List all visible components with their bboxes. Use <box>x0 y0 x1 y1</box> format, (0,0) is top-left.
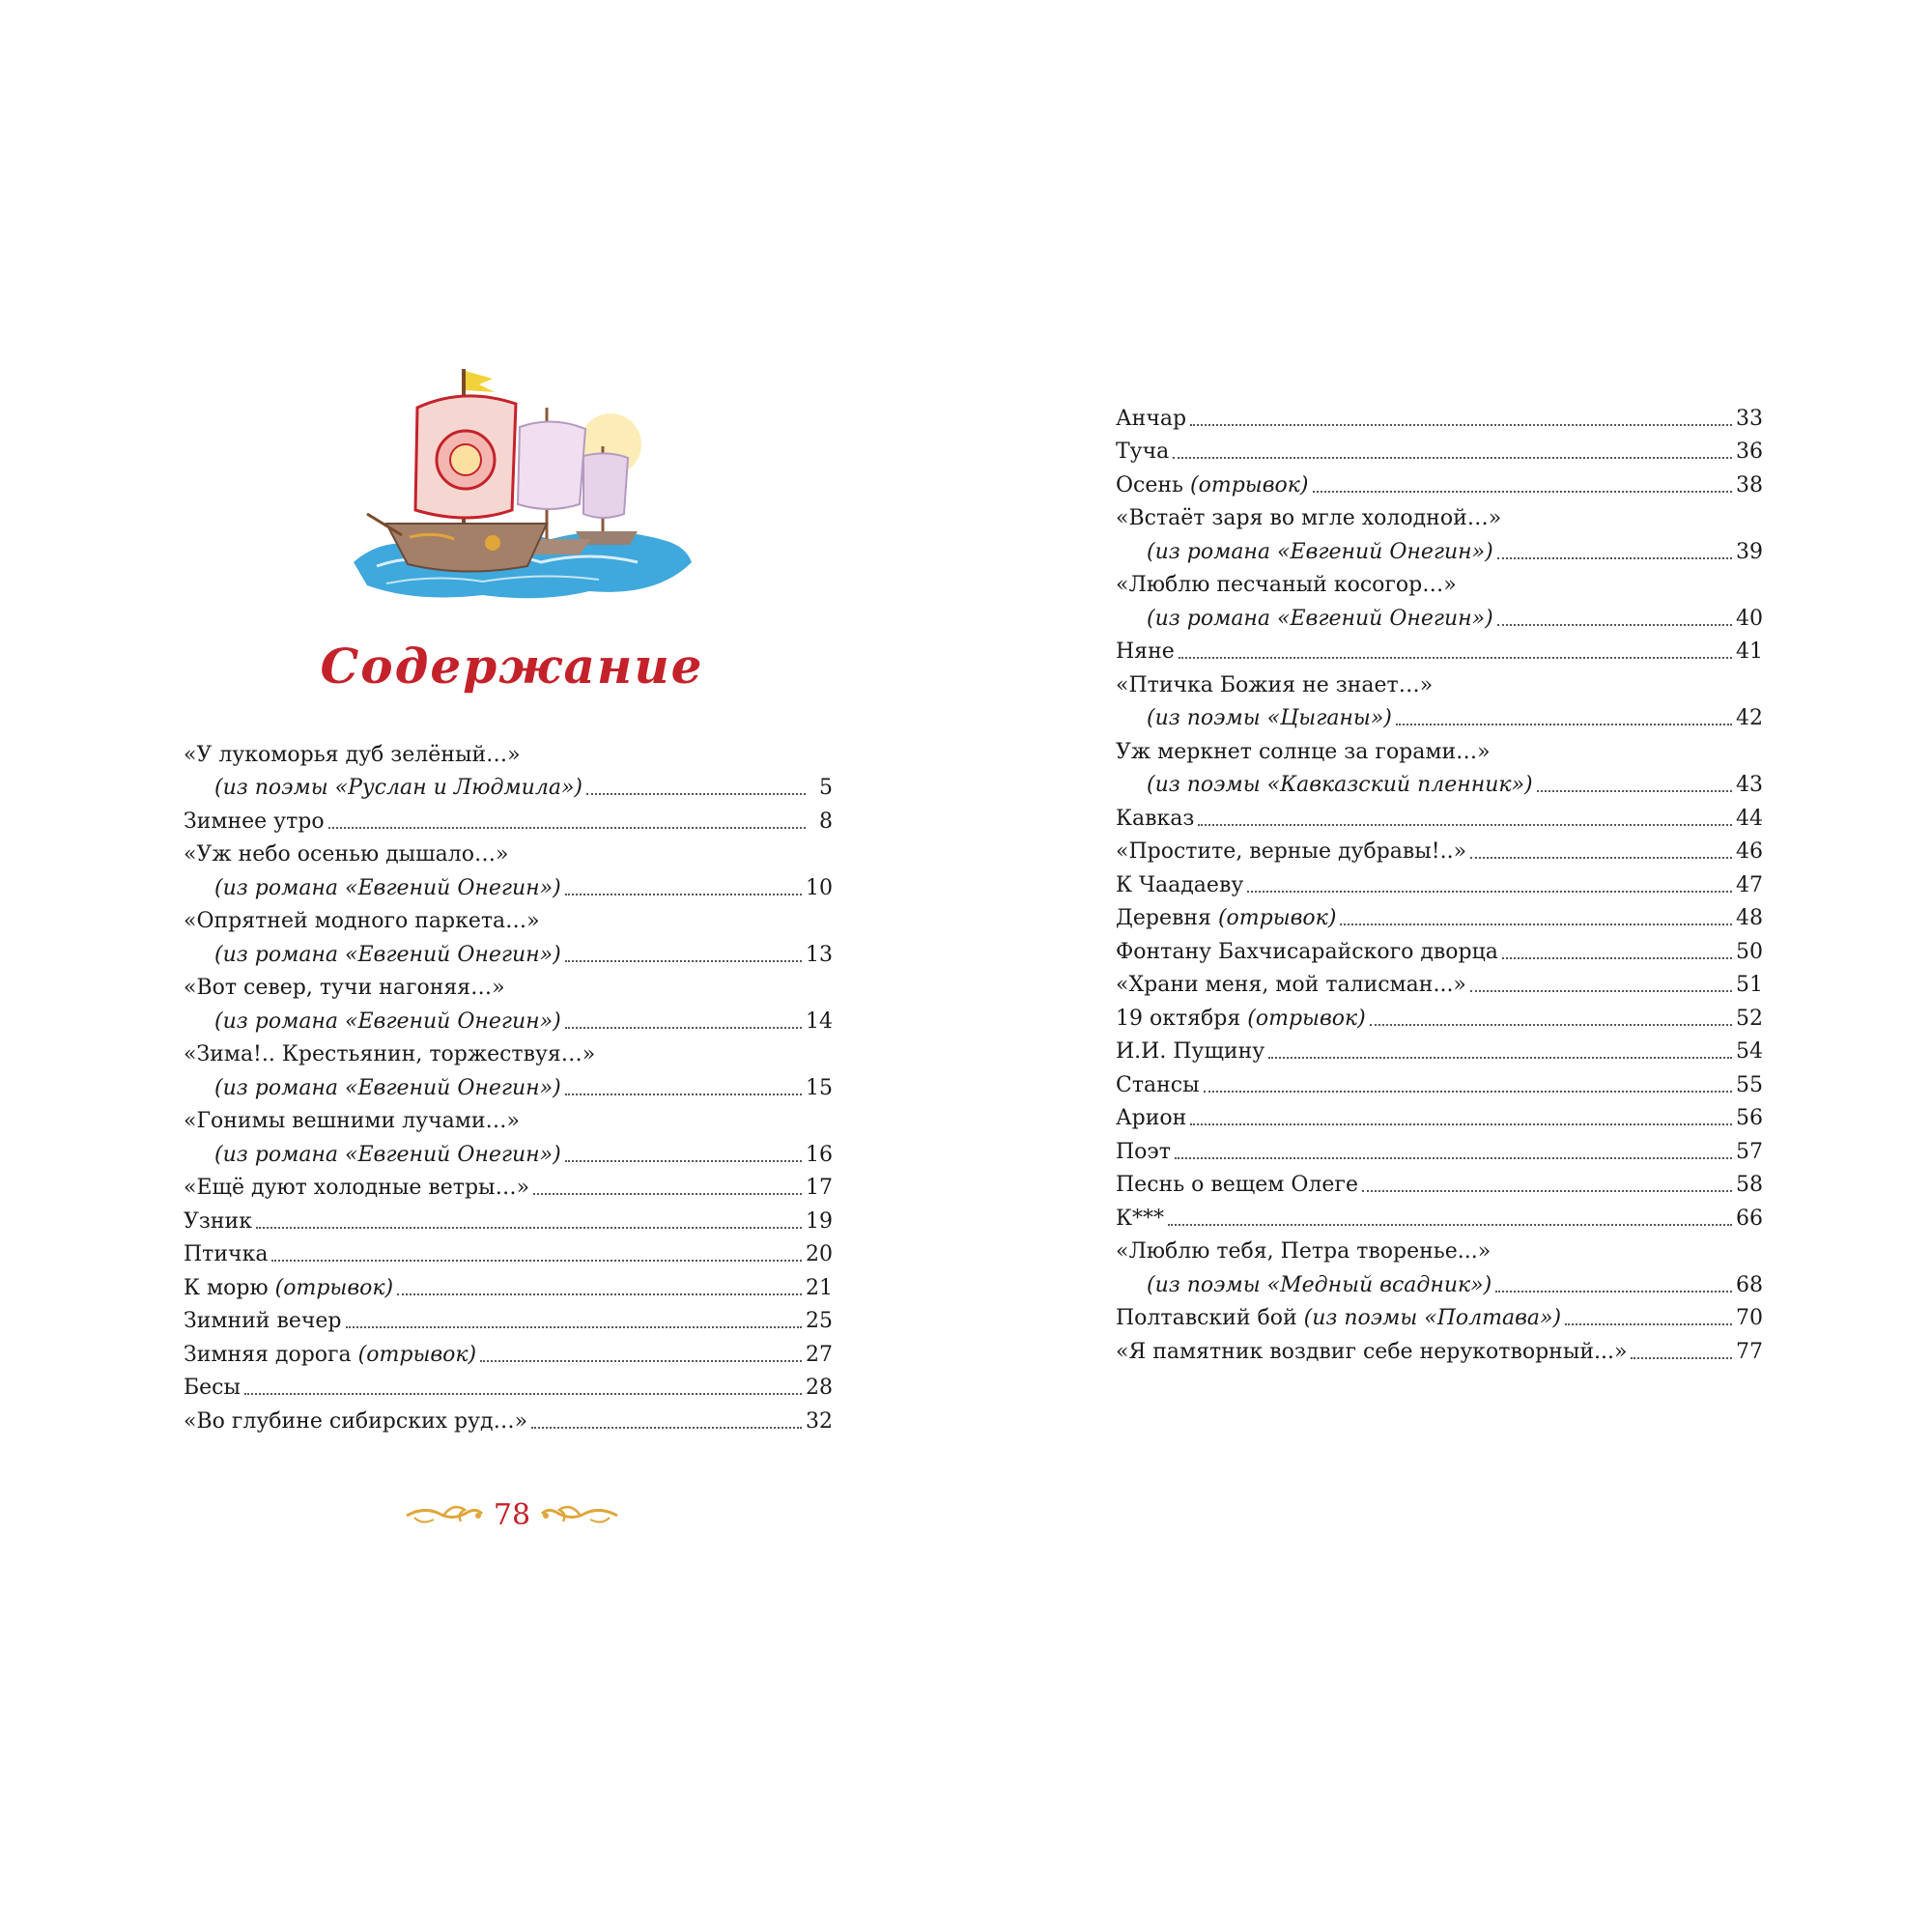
toc-entry-title <box>184 1409 527 1435</box>
toc-page-number: 51 <box>1736 973 1763 997</box>
toc-entry <box>1116 665 1763 698</box>
dot-leader <box>1497 623 1732 626</box>
toc-entry-title <box>1116 1039 1264 1065</box>
toc-entry-title <box>1116 706 1392 731</box>
toc-page-number: 66 <box>1736 1206 1763 1231</box>
entry-title-text: «Люблю тебя, Петра творенье...» <box>1116 1239 1492 1264</box>
entry-title-text: «Встаёт заря во мгле холодной…» <box>1116 506 1502 530</box>
entry-title-text: Фонтану Бахчисарайского дворца <box>1116 939 1498 964</box>
entry-title-text: «Люблю песчаный косогор…» <box>1116 573 1457 597</box>
toc-page-number: 58 <box>1736 1173 1763 1197</box>
toc-page-number: 36 <box>1736 440 1763 464</box>
dot-leader <box>1631 1356 1732 1359</box>
entry-title-text: «Птичка Божия не знает…» <box>1116 672 1434 697</box>
toc-entry-title <box>1116 440 1169 465</box>
toc-page-number: 56 <box>1736 1106 1763 1130</box>
toc-entry <box>1116 598 1763 632</box>
entry-title-text: «Уж небо осенью дышало…» <box>184 842 509 867</box>
toc-entry-title <box>1116 673 1433 698</box>
dot-leader <box>1537 789 1732 792</box>
dot-leader <box>1502 956 1732 959</box>
toc-entry <box>1116 931 1763 965</box>
toc-entry-title <box>1116 1207 1164 1232</box>
dot-leader <box>397 1293 802 1295</box>
entry-title-text: Узник <box>184 1208 252 1234</box>
toc-entry-title <box>184 1009 561 1035</box>
toc-page-number: 5 <box>819 776 833 800</box>
dot-leader <box>1470 989 1732 992</box>
toc-entry-title <box>1116 1073 1200 1098</box>
toc-entry <box>1116 998 1763 1032</box>
toc-entry <box>1116 1198 1763 1232</box>
toc-entry <box>1116 398 1763 432</box>
dot-leader <box>1168 1223 1732 1226</box>
toc-page-number: 14 <box>806 1009 833 1034</box>
entry-title-text: Бесы <box>184 1376 242 1400</box>
toc-entry-title <box>184 1109 520 1134</box>
toc-entry-title <box>1116 573 1457 598</box>
entry-title-text: «Гонимы вешними лучами…» <box>184 1109 520 1133</box>
toc-entry <box>1116 965 1763 999</box>
toc-entry-title <box>1116 839 1466 865</box>
toc-entry <box>1116 698 1763 732</box>
entry-title-text: К*** <box>1116 1206 1165 1231</box>
toc-entry <box>184 801 833 835</box>
dot-leader <box>271 1259 802 1262</box>
toc-entry-title <box>1116 540 1493 565</box>
dot-leader <box>328 826 806 829</box>
toc-entry-title <box>1116 473 1309 498</box>
toc-entry-title <box>184 976 505 1001</box>
toc-page-number: 8 <box>819 809 833 834</box>
toc-entry-title <box>1116 1140 1171 1165</box>
toc-entry-title <box>184 776 582 801</box>
toc-entry-title <box>184 1042 595 1067</box>
toc-page-number: 15 <box>806 1075 833 1100</box>
dot-leader <box>565 893 802 895</box>
entry-title-text: «Ещё дуют холодные ветры…» <box>184 1176 530 1200</box>
dot-leader <box>565 1026 802 1029</box>
dot-leader <box>346 1325 802 1328</box>
toc-page-number: 27 <box>806 1342 833 1367</box>
entry-title-text: Арион <box>1116 1106 1187 1130</box>
entry-title-text: «Зима!.. Крестьянин, торжествуя…» <box>184 1042 596 1066</box>
toc-page-number: 32 <box>806 1408 833 1434</box>
toc-entry-title <box>1116 1106 1186 1131</box>
toc-page-number: 48 <box>1736 906 1763 930</box>
entry-title-text: Стансы <box>1116 1072 1200 1097</box>
entry-title-text: Деревня <box>1116 906 1211 930</box>
toc-entry <box>184 1368 833 1402</box>
entry-title-text: Полтавский бой <box>1116 1306 1297 1330</box>
toc-entry-title <box>184 842 508 867</box>
toc-entry <box>1116 798 1763 832</box>
toc-page-number: 50 <box>1736 939 1763 964</box>
entry-title-text: Зимняя дорога <box>184 1342 352 1367</box>
toc-entry-title <box>184 1309 342 1334</box>
toc-entry-title <box>184 876 561 901</box>
entry-title-text: И.И. Пущину <box>1116 1039 1265 1064</box>
entry-title-text: (из романа «Евгений Онегин») <box>214 1009 561 1034</box>
toc-page-number: 17 <box>806 1176 833 1200</box>
entry-title-text: (из романа «Евгений Онегин») <box>214 1142 561 1167</box>
toc-entry <box>184 734 833 768</box>
entry-title-text: (из поэмы «Кавказский пленник») <box>1147 773 1533 797</box>
entry-note-text: (из поэмы «Полтава») <box>1303 1306 1562 1330</box>
toc-entry <box>1116 565 1763 599</box>
entry-title-text: Птичка <box>184 1242 269 1266</box>
toc-entry <box>1116 765 1763 799</box>
toc-entry <box>1116 1232 1763 1265</box>
entry-title-text: (из поэмы «Медный всадник») <box>1147 1272 1492 1297</box>
toc-entry-title <box>1116 1007 1366 1032</box>
toc-entry-title <box>1116 1340 1627 1365</box>
dot-leader <box>1313 490 1733 493</box>
entry-title-text: (из романа «Евгений Онегин») <box>214 1075 561 1100</box>
toc-entry-title <box>1116 873 1243 898</box>
dot-leader <box>1495 1290 1732 1293</box>
toc-page-number: 46 <box>1736 839 1763 864</box>
entry-title-text: Анчар <box>1116 406 1187 431</box>
toc-page-number: 57 <box>1736 1139 1763 1164</box>
entry-title-text: (из романа «Евгений Онегин») <box>1147 606 1493 631</box>
flourish-left-icon <box>405 1500 484 1529</box>
entry-title-text: (из романа «Евгений Онегин») <box>214 942 561 967</box>
entry-title-text: Няне <box>1116 639 1175 664</box>
toc-entry <box>1116 731 1763 765</box>
toc-page-number: 54 <box>1736 1039 1763 1064</box>
dot-leader <box>1565 1322 1732 1325</box>
dot-leader <box>1497 556 1732 559</box>
toc-right-column <box>1116 398 1763 1365</box>
toc-entry <box>184 835 833 868</box>
dot-leader <box>244 1392 802 1395</box>
dot-leader <box>1198 823 1732 826</box>
toc-entry <box>184 1301 833 1335</box>
toc-entry-title <box>1116 807 1194 832</box>
entry-title-text: Осень <box>1116 472 1184 497</box>
dot-leader <box>1173 456 1732 459</box>
toc-entry <box>1116 1065 1763 1098</box>
dot-leader <box>1362 1189 1732 1192</box>
toc-page-number: 21 <box>806 1275 833 1300</box>
dot-leader <box>1179 656 1732 659</box>
toc-entry <box>184 1401 833 1435</box>
toc-page-number: 10 <box>806 875 833 900</box>
sailing-ships-illustration <box>348 359 696 603</box>
toc-entry-title <box>184 743 521 768</box>
toc-entry-title <box>184 1209 252 1235</box>
toc-entry-title <box>1116 906 1336 931</box>
entry-title-text: К морю <box>184 1275 269 1300</box>
toc-page-number: 13 <box>806 942 833 967</box>
entry-title-text: Зимнее утро <box>184 809 325 834</box>
toc-page-number: 39 <box>1736 539 1763 564</box>
entry-title-text: «Вот север, тучи нагоняя…» <box>184 976 505 1000</box>
toc-entry-title <box>1116 1173 1358 1198</box>
dot-leader <box>565 1093 802 1095</box>
toc-entry <box>184 1267 833 1301</box>
toc-entry <box>1116 1298 1763 1332</box>
toc-page-number: 77 <box>1736 1339 1763 1364</box>
toc-entry <box>1116 898 1763 932</box>
toc-entry-title <box>1116 1239 1491 1264</box>
entry-title-text: К Чаадаеву <box>1116 872 1244 897</box>
toc-entry-title <box>1116 1273 1492 1298</box>
toc-page-number: 44 <box>1736 806 1763 831</box>
toc-entry <box>1116 1032 1763 1065</box>
dot-leader <box>1268 1056 1732 1059</box>
entry-title-text: Кавказ <box>1116 806 1195 831</box>
toc-entry <box>184 768 833 802</box>
dot-leader <box>1190 1122 1732 1125</box>
toc-entry <box>184 867 833 901</box>
entry-title-text: (из поэмы «Руслан и Людмила») <box>214 776 582 800</box>
toc-entry <box>1116 531 1763 565</box>
toc-entry <box>184 1168 833 1202</box>
toc-entry-title <box>1116 506 1501 531</box>
toc-page-number: 68 <box>1736 1272 1763 1297</box>
toc-entry <box>184 1134 833 1168</box>
toc-page-number: 40 <box>1736 606 1763 631</box>
toc-entry <box>184 1235 833 1268</box>
entry-title-text: «Опрятней модного паркета…» <box>184 909 540 933</box>
toc-entry <box>1116 1131 1763 1165</box>
toc-page-number: 47 <box>1736 872 1763 897</box>
page-number: 78 <box>493 1497 531 1532</box>
toc-entry <box>1116 465 1763 498</box>
toc-entry-title <box>1116 407 1186 432</box>
entry-note-text: (отрывок) <box>1190 472 1309 497</box>
toc-page-number: 42 <box>1736 706 1763 730</box>
entry-title-text: Туча <box>1116 440 1170 464</box>
toc-entry-title <box>1116 973 1466 998</box>
toc-entry-title <box>184 943 561 968</box>
entry-title-text: (из поэмы «Цыганы») <box>1147 706 1392 730</box>
toc-entry-title <box>184 810 325 835</box>
page-title: Содержание <box>320 638 704 695</box>
toc-page-number: 43 <box>1736 773 1763 797</box>
toc-page-number: 20 <box>806 1242 833 1266</box>
toc-entry <box>184 1334 833 1368</box>
toc-page-number: 19 <box>806 1208 833 1234</box>
toc-entry-title <box>1116 607 1493 632</box>
toc-entry <box>184 1067 833 1101</box>
toc-page-number: 70 <box>1736 1306 1763 1330</box>
dot-leader <box>1247 890 1732 893</box>
entry-title-text: (из романа «Евгений Онегин») <box>214 875 561 900</box>
entry-note-text: (отрывок) <box>1247 1006 1366 1031</box>
toc-entry <box>184 1035 833 1068</box>
entry-title-text: Поэт <box>1116 1139 1171 1164</box>
dot-leader <box>1175 1156 1732 1159</box>
toc-entry-title <box>184 1343 476 1368</box>
entry-note-text: (отрывок) <box>357 1342 477 1367</box>
toc-entry-title <box>184 1376 241 1401</box>
toc-entry-title <box>1116 740 1491 765</box>
toc-page-number: 38 <box>1736 472 1763 497</box>
dot-leader <box>1340 923 1732 925</box>
toc-entry <box>1116 1331 1763 1365</box>
toc-page-number: 55 <box>1736 1072 1763 1097</box>
dot-leader <box>533 1192 802 1195</box>
dot-leader <box>531 1426 802 1429</box>
toc-entry-title <box>1116 639 1175 665</box>
toc-page-number: 52 <box>1736 1006 1763 1031</box>
dot-leader <box>1370 1023 1732 1026</box>
toc-entry-title <box>184 909 540 934</box>
entry-title-text: Уж меркнет солнце за горами…» <box>1116 739 1491 764</box>
toc-entry <box>1116 865 1763 898</box>
entry-title-text: Песнь о вещем Олеге <box>1116 1173 1358 1197</box>
toc-entry <box>1116 432 1763 466</box>
toc-entry-title <box>1116 773 1533 798</box>
entry-note-text: (отрывок) <box>1217 906 1337 930</box>
entry-title-text: «У лукоморья дуб зелёный…» <box>184 742 521 767</box>
toc-entry <box>1116 498 1763 532</box>
dot-leader <box>565 959 802 962</box>
toc-entry-title <box>184 1276 393 1301</box>
toc-entry-title <box>184 1242 268 1267</box>
dot-leader <box>565 1159 802 1162</box>
toc-entry <box>184 934 833 968</box>
toc-entry <box>1116 1264 1763 1298</box>
toc-entry <box>184 1101 833 1135</box>
entry-title-text: Зимний вечер <box>184 1309 342 1333</box>
entry-title-text: 19 октября <box>1116 1006 1241 1031</box>
toc-entry <box>1116 632 1763 666</box>
dot-leader <box>1204 1090 1732 1093</box>
toc-page-number: 33 <box>1736 406 1763 431</box>
dot-leader <box>480 1359 802 1362</box>
entry-title-text: (из романа «Евгений Онегин») <box>1147 539 1493 564</box>
entry-title-text: «Храни меня, мой талисман...» <box>1116 973 1466 997</box>
page-footer <box>396 1488 628 1542</box>
toc-entry <box>1116 1165 1763 1199</box>
dot-leader <box>586 792 806 795</box>
toc-page-number: 41 <box>1736 639 1763 664</box>
toc-entry <box>184 1201 833 1235</box>
toc-page-number: 16 <box>806 1142 833 1167</box>
entry-title-text: «Простите, верные дубравы!..» <box>1116 839 1467 864</box>
entry-title-text: «Я памятник воздвиг себе нерукотворный...» <box>1116 1339 1628 1364</box>
dot-leader <box>1190 423 1732 426</box>
flourish-right-icon <box>540 1500 619 1529</box>
dot-leader <box>1470 856 1732 859</box>
toc-entry-title <box>1116 940 1498 965</box>
toc-entry <box>1116 832 1763 866</box>
entry-title-text: «Во глубине сибирских руд…» <box>184 1408 528 1434</box>
toc-page-number: 25 <box>806 1309 833 1333</box>
toc-entry-title <box>184 1176 529 1201</box>
toc-page-number: 28 <box>806 1376 833 1400</box>
toc-entry-title <box>1116 1306 1561 1331</box>
toc-entry-title <box>184 1143 561 1168</box>
toc-entry <box>1116 1098 1763 1132</box>
dot-leader <box>1396 723 1732 725</box>
toc-entry-title <box>184 1076 561 1101</box>
dot-leader <box>256 1226 802 1229</box>
entry-note-text: (отрывок) <box>274 1275 394 1300</box>
toc-entry <box>184 901 833 935</box>
toc-entry <box>184 968 833 1002</box>
toc-left-column <box>184 734 833 1435</box>
toc-entry <box>184 1001 833 1035</box>
